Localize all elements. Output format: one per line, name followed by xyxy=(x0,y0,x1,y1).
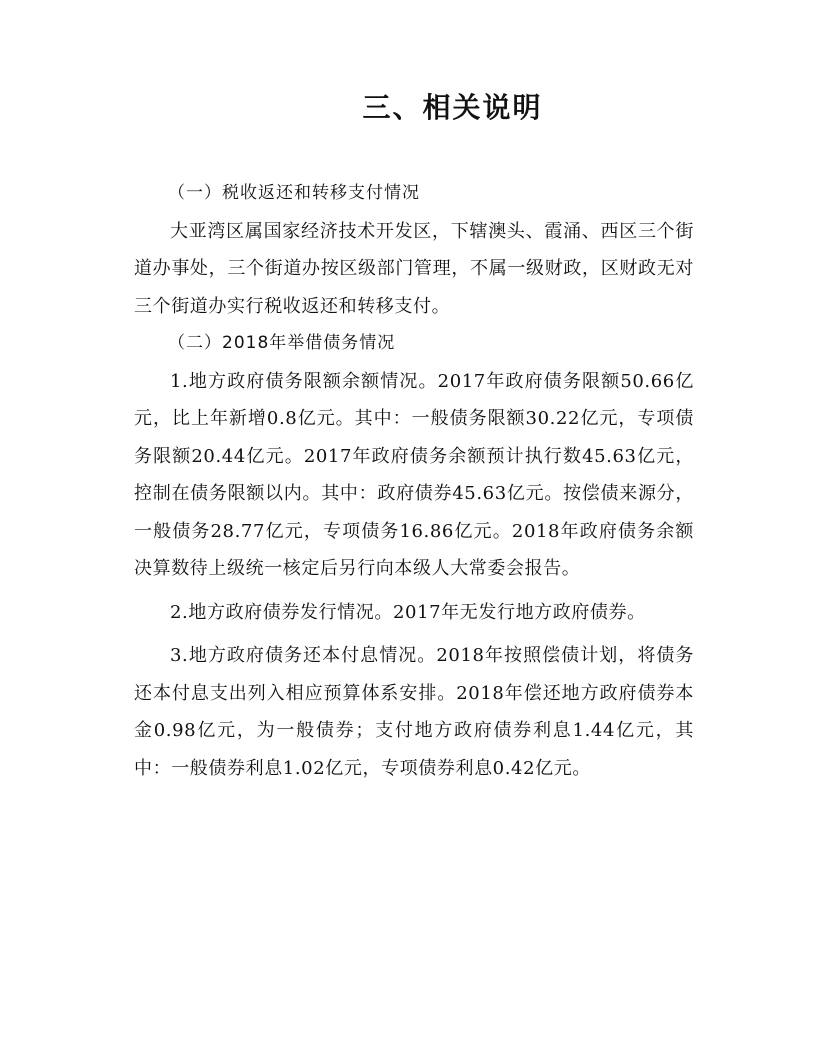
document-body xyxy=(134,175,694,787)
paragraph-debt-limit: 1.地方政府债务限额余额情况。2017年政府债务限额50.66亿元，比上年新增0.8亿元。其中：一般债务限额30.22亿元，专项债务限额20.44亿元。2017年政府债务余额预计执行数45.63亿元，控制在债务限额以内。其中：政府债券45.63亿元。按偿债来源分，一般债务28.77亿元，专项债务16.86亿元。2018年政府债务余额决算数待上级统一核定后另行向本级人大常委会报告。 xyxy=(134,370,694,579)
paragraph-debt-repayment: 3.地方政府债务还本付息情况。2018年按照偿债计划，将债务还本付息支出列入相应预算体系安排。2018年偿还地方政府债券本金0.98亿元，为一般债券；支付地方政府债券利息1.44亿元，其中：一般债券利息1.02亿元，专项债券利息0.42亿元。 xyxy=(134,645,694,779)
paragraph-bond-issuance: 2.地方政府债券发行情况。2017年无发行地方政府债券。 xyxy=(170,601,646,623)
section-heading-tax-rebate: （一）税收返还和转移支付情况 xyxy=(168,183,420,203)
page-title: 三、相关说明 xyxy=(362,91,543,124)
paragraph-tax-rebate: 大亚湾区属国家经济技术开发区，下辖澳头、霞涌、西区三个街道办事处，三个街道办按区级部门管理，不属一级财政，区财政无对三个街道办实行税收返还和转移支付。 xyxy=(134,220,694,317)
section-heading-debt: （二）2018年举借债务情况 xyxy=(168,333,396,353)
